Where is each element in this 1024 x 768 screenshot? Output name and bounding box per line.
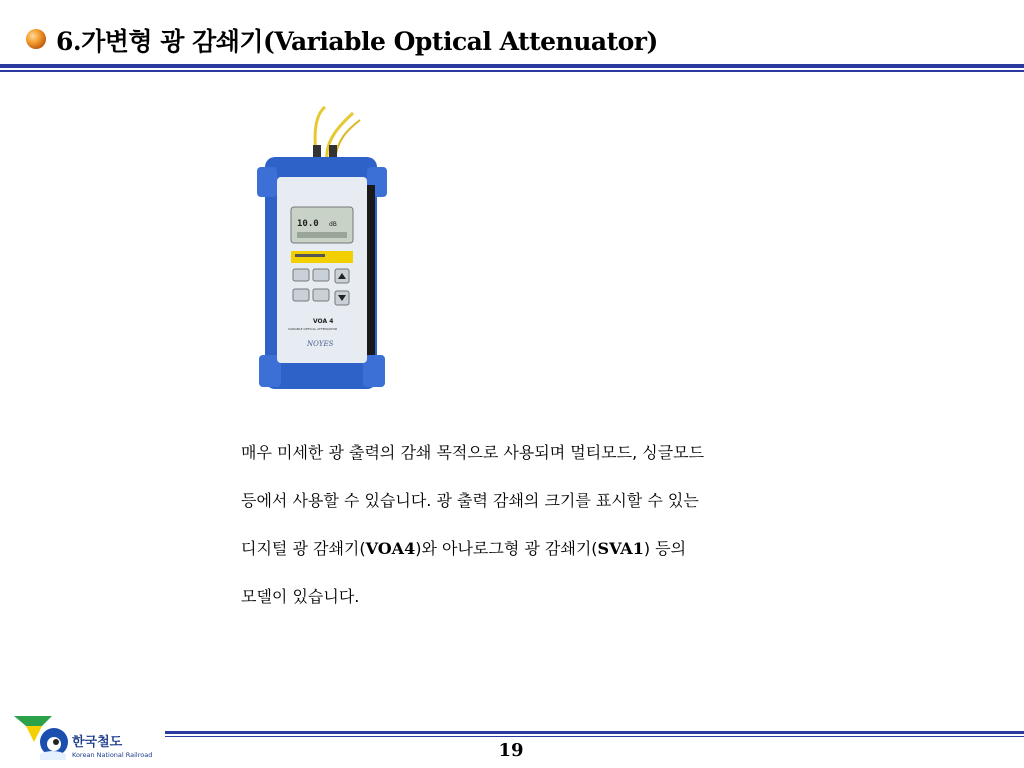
- footer-rule-thin: [165, 736, 1024, 737]
- device-subtitle: VARIABLE OPTICAL ATTENUATOR: [288, 327, 338, 331]
- logo-english-text: Korean National Railroad: [72, 751, 153, 759]
- device-brand: NOYES: [307, 340, 334, 348]
- description-line-4: 모델이 있습니다.: [241, 587, 360, 606]
- description-line-3c: )와 아나로그형 광 감쇄기(: [415, 539, 598, 558]
- page-number: 19: [498, 740, 524, 761]
- title-bullet-icon: [26, 29, 46, 49]
- description-line-1: 매우 미세한 광 출력의 감쇄 목적으로 사용되며 멀티모드, 싱글모드: [241, 443, 705, 462]
- description-paragraph: [241, 438, 841, 630]
- page-title: 6.가변형 광 감쇄기(Variable Optical Attenuator): [56, 27, 658, 56]
- header-rule-thin: [0, 70, 1024, 72]
- device-model: VOA 4: [313, 318, 334, 325]
- model-sva1: SVA1: [597, 539, 644, 558]
- description-line-3e: ) 등의: [643, 539, 687, 558]
- logo-korean-text: 한국철도: [72, 735, 123, 750]
- model-voa4: VOA4: [365, 539, 416, 558]
- header-rule-thick: [0, 64, 1024, 68]
- voa4-device-image: [255, 105, 390, 395]
- footer-rule-thick: [165, 731, 1024, 734]
- description-line-2: 등에서 사용할 수 있습니다. 광 출력 감쇄의 크기를 표시할 수 있는: [241, 491, 699, 510]
- korail-logo: [12, 712, 160, 762]
- description-line-3a: 디지털 광 감쇄기(: [241, 539, 366, 558]
- lcd-unit: dB: [329, 221, 337, 228]
- lcd-value: 10.0: [297, 219, 319, 229]
